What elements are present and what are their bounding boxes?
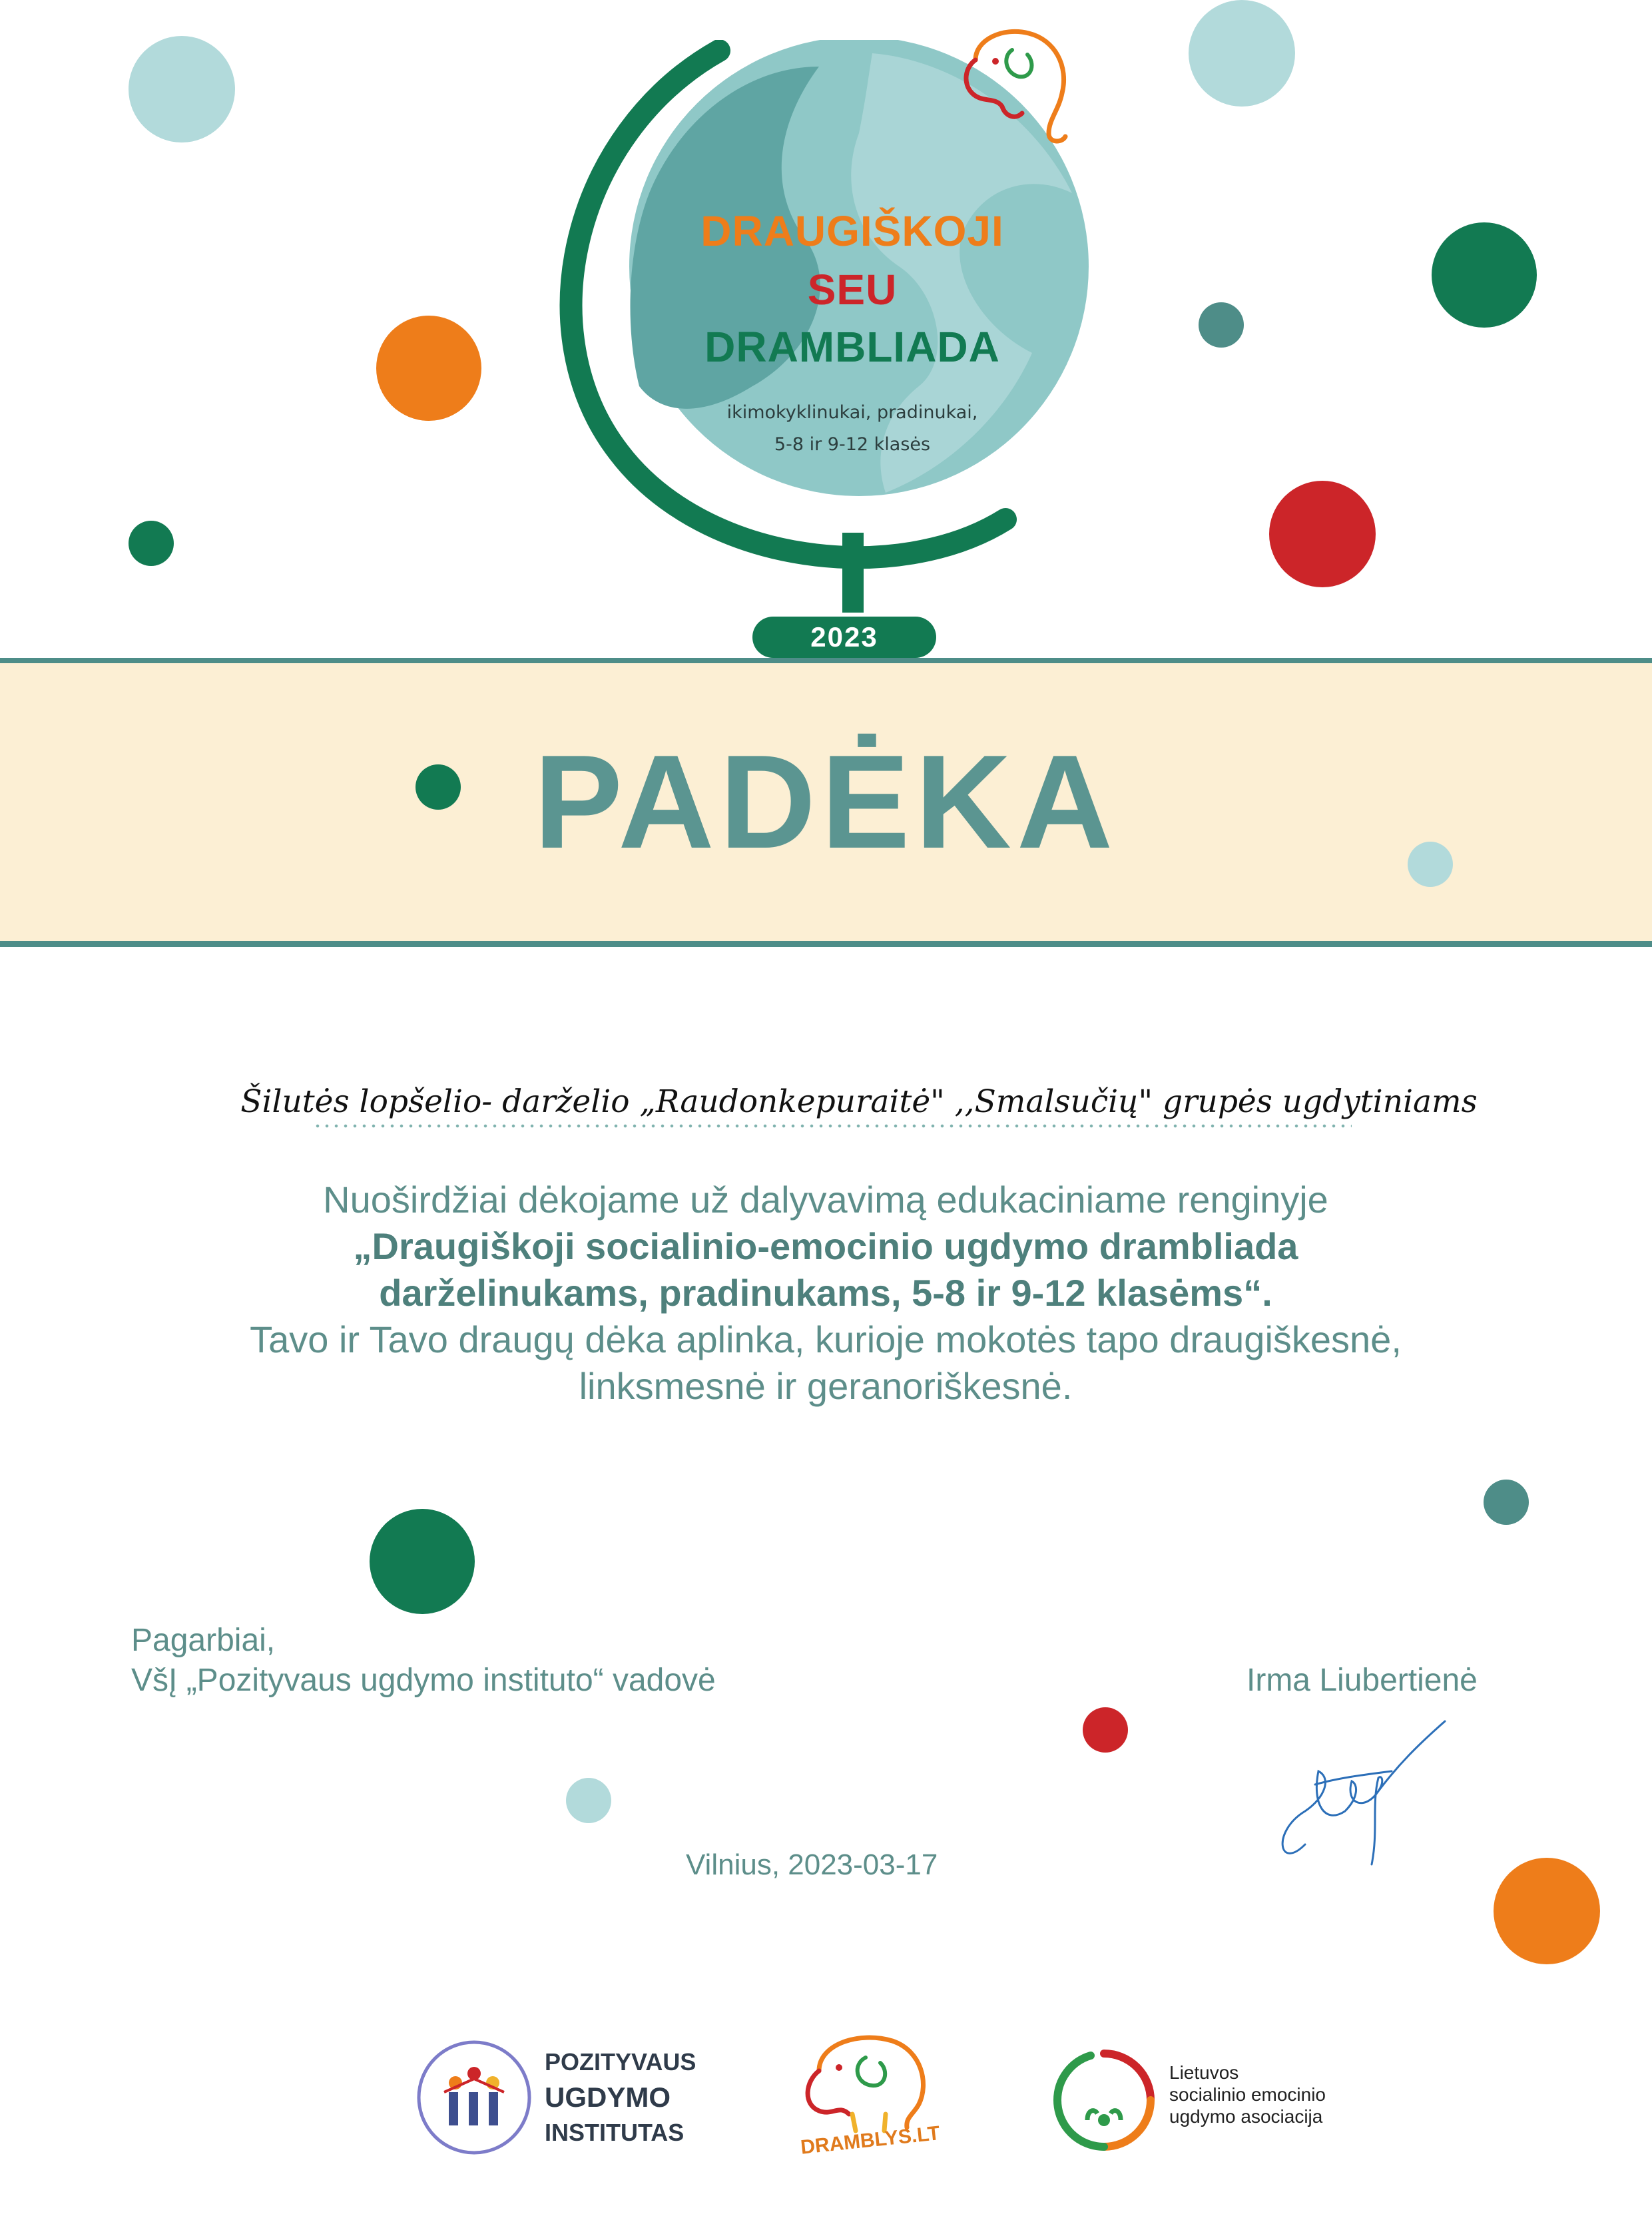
dotted-underline [313,1124,1352,1128]
lseua-logo-line3: ugdymo asociacija [1169,2106,1323,2127]
logo-subtitle-line2: 5-8 ir 9-12 klasės [774,434,931,455]
logo-title-line3: DRAMBLIADA [704,323,1000,371]
pui-logo-icon [414,2038,534,2157]
decor-circle [1484,1480,1529,1525]
decor-circle [129,521,174,566]
dramblys-logo-text: DRAMBLYS.LT [799,2122,942,2159]
decor-circle [1199,302,1244,348]
decor-circle [1269,481,1376,587]
logo-title-line2: SEU [807,266,898,314]
body-line-4: Tavo ir Tavo draugų dėka aplinka, kurioje mokotės tapo draugiškesnė, [250,1318,1402,1360]
decor-circle [1083,1707,1128,1753]
signer-name: Irma Liubertienė [1246,1663,1478,1698]
decor-circle [376,316,481,421]
year-badge: 2023 [752,617,936,658]
band-bottom-line [0,941,1652,947]
decor-circle [129,36,235,142]
body-line-1: Nuoširdžiai dėkojame už dalyvavimą edukaciniame renginyje [323,1179,1328,1221]
recipient-line: Šilutės lopšelio- darželio „Raudonkepuraitė" ,,Smalsučių" grupės ugdytiniams [240,1083,1478,1120]
lseua-logo-line1: Lietuvos [1169,2062,1239,2083]
pui-logo-line1: POZITYVAUS [545,2048,696,2076]
elephant-icon [949,20,1082,153]
body-line-2: „Draugiškoji socialinio-emocinio ugdymo drambliada [353,1225,1298,1267]
decor-circle [1432,222,1537,328]
decor-circle [1189,0,1295,107]
pui-logo-line3: INSTITUTAS [545,2119,685,2146]
logo-subtitle-line1: ikimokyklinukai, pradinukai, [726,402,978,423]
greeting: Pagarbiai, [131,1623,276,1658]
decor-circle [1494,1858,1600,1964]
signer-role: VšĮ „Pozityvaus ugdymo instituto“ vadovė [131,1663,716,1698]
logo-title-line1: DRAUGIŠKOJI [700,207,1004,255]
body-line-5: linksmesnė ir geranoriškesnė. [579,1365,1073,1407]
place-date: Vilnius, 2023-03-17 [686,1848,938,1881]
body-line-3: darželinukams, pradinukams, 5-8 ir 9-12 klasėms“. [379,1272,1272,1314]
lseua-logo-icon [1051,2047,1157,2153]
dramblys-logo-icon [792,2031,939,2137]
lseua-logo-line2: socialinio emocinio [1169,2084,1326,2105]
handwritten-signature [1265,1711,1465,1884]
page-title: PADĖKA [533,728,1119,876]
pui-logo-line2: UGDYMO [545,2081,671,2113]
decor-circle [370,1509,475,1614]
decor-circle [566,1778,611,1823]
